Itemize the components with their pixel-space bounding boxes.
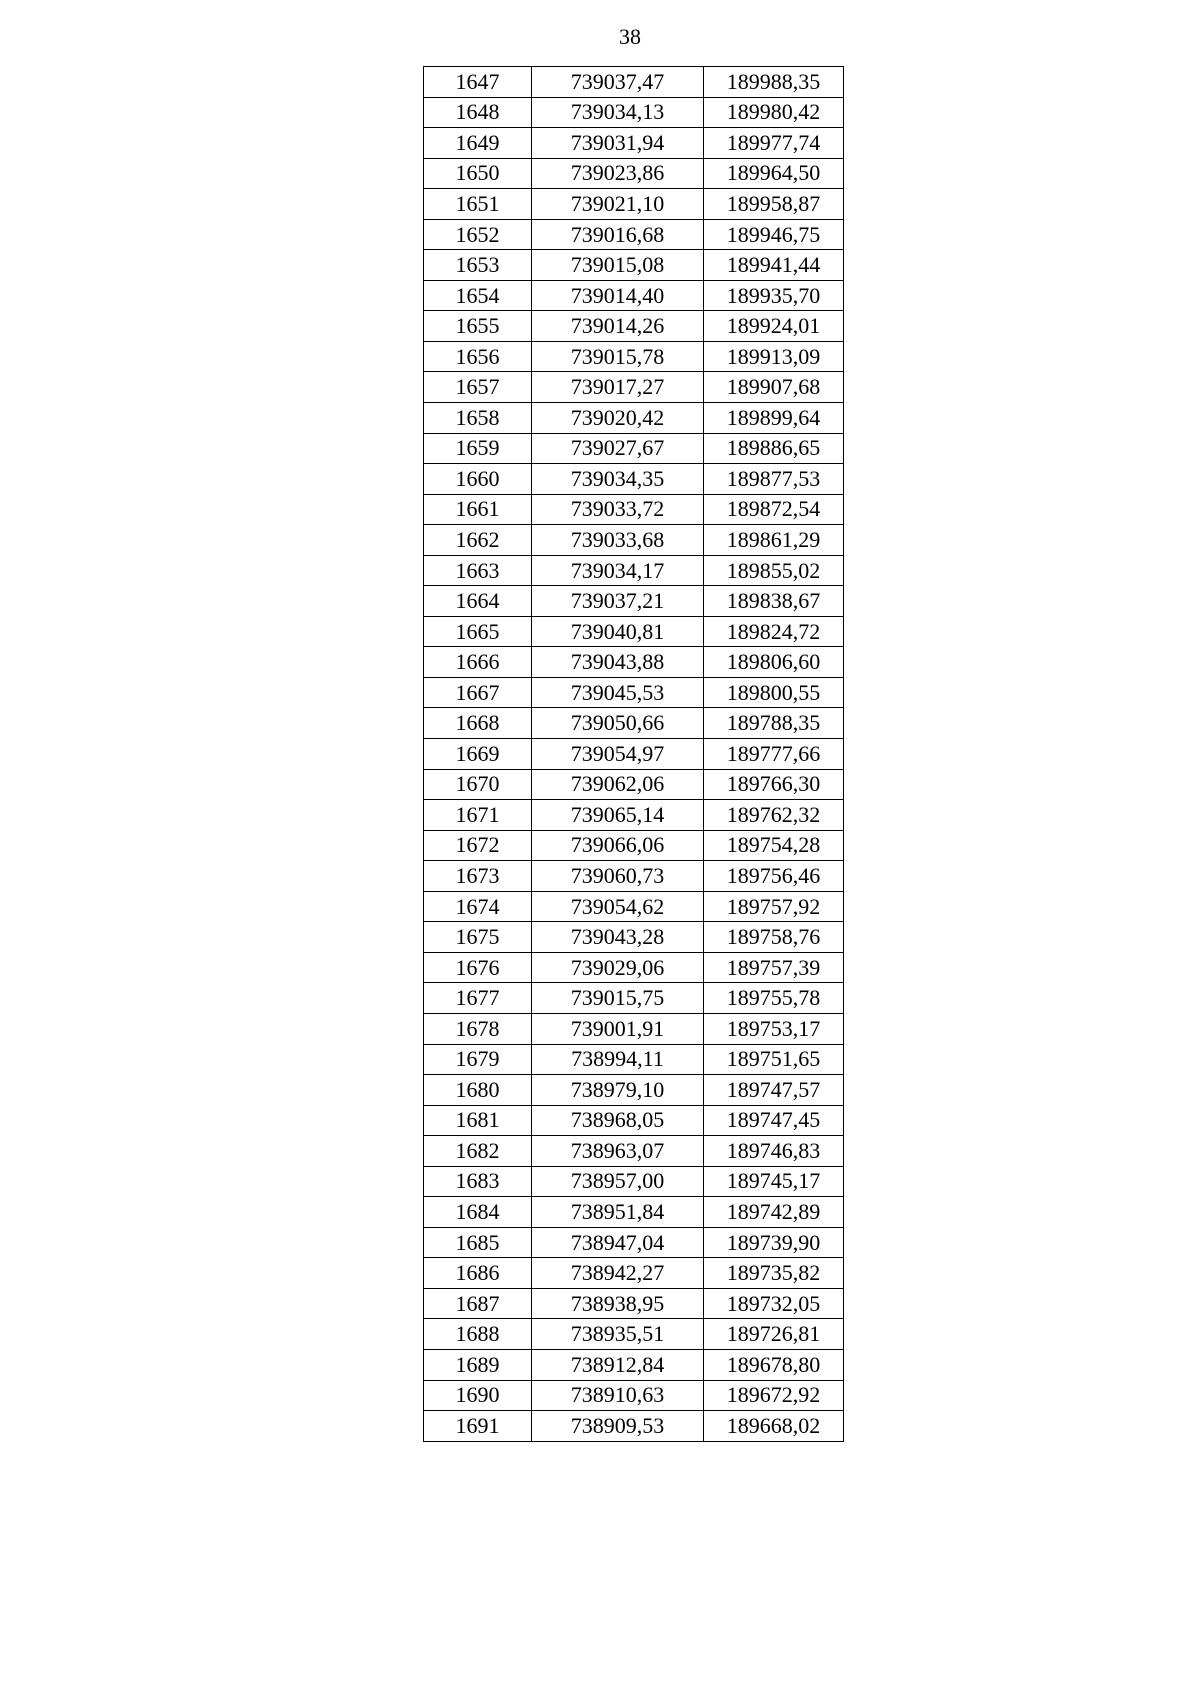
table-row	[424, 1349, 844, 1380]
y-coordinate-cell: 189935,70	[704, 280, 844, 311]
table-row	[424, 97, 844, 128]
table-row	[424, 983, 844, 1014]
x-coordinate-cell: 738909,53	[532, 1411, 704, 1442]
table-row	[424, 555, 844, 586]
y-coordinate-cell: 189886,65	[704, 433, 844, 464]
y-coordinate-cell: 189747,45	[704, 1105, 844, 1136]
point-number-cell: 1650	[424, 158, 532, 189]
table-row	[424, 525, 844, 556]
y-coordinate-cell: 189806,60	[704, 647, 844, 678]
x-coordinate-cell: 738968,05	[532, 1105, 704, 1136]
y-coordinate-cell: 189800,55	[704, 677, 844, 708]
x-coordinate-cell: 739015,08	[532, 250, 704, 281]
y-coordinate-cell: 189735,82	[704, 1258, 844, 1289]
table-row	[424, 891, 844, 922]
y-coordinate-cell: 189747,57	[704, 1075, 844, 1106]
point-number-cell: 1681	[424, 1105, 532, 1136]
y-coordinate-cell: 189877,53	[704, 464, 844, 495]
y-coordinate-cell: 189924,01	[704, 311, 844, 342]
table-row	[424, 1136, 844, 1167]
x-coordinate-cell: 739065,14	[532, 800, 704, 831]
y-coordinate-cell: 189913,09	[704, 341, 844, 372]
point-number-cell: 1659	[424, 433, 532, 464]
y-coordinate-cell: 189777,66	[704, 739, 844, 770]
y-coordinate-cell: 189732,05	[704, 1288, 844, 1319]
point-number-cell: 1664	[424, 586, 532, 617]
table-row	[424, 1411, 844, 1442]
table-row	[424, 1105, 844, 1136]
table-row	[424, 1075, 844, 1106]
point-number-cell: 1685	[424, 1227, 532, 1258]
x-coordinate-cell: 739034,13	[532, 97, 704, 128]
point-number-cell: 1677	[424, 983, 532, 1014]
y-coordinate-cell: 189757,39	[704, 952, 844, 983]
point-number-cell: 1691	[424, 1411, 532, 1442]
point-number-cell: 1669	[424, 739, 532, 770]
point-number-cell: 1687	[424, 1288, 532, 1319]
point-number-cell: 1654	[424, 280, 532, 311]
table-row	[424, 280, 844, 311]
x-coordinate-cell: 739015,75	[532, 983, 704, 1014]
point-number-cell: 1665	[424, 616, 532, 647]
x-coordinate-cell: 739045,53	[532, 677, 704, 708]
x-coordinate-cell: 739014,40	[532, 280, 704, 311]
x-coordinate-cell: 739015,78	[532, 341, 704, 372]
y-coordinate-cell: 189855,02	[704, 555, 844, 586]
point-number-cell: 1688	[424, 1319, 532, 1350]
point-number-cell: 1682	[424, 1136, 532, 1167]
table-row	[424, 708, 844, 739]
table-row	[424, 189, 844, 220]
y-coordinate-cell: 189754,28	[704, 830, 844, 861]
x-coordinate-cell: 739054,97	[532, 739, 704, 770]
x-coordinate-cell: 739033,68	[532, 525, 704, 556]
x-coordinate-cell: 738942,27	[532, 1258, 704, 1289]
y-coordinate-cell: 189977,74	[704, 128, 844, 159]
table-row	[424, 922, 844, 953]
table-row	[424, 1166, 844, 1197]
x-coordinate-cell: 739020,42	[532, 403, 704, 434]
table-row	[424, 433, 844, 464]
y-coordinate-cell: 189907,68	[704, 372, 844, 403]
x-coordinate-cell: 739034,35	[532, 464, 704, 495]
point-number-cell: 1652	[424, 219, 532, 250]
y-coordinate-cell: 189980,42	[704, 97, 844, 128]
table-row	[424, 1288, 844, 1319]
x-coordinate-cell: 738963,07	[532, 1136, 704, 1167]
x-coordinate-cell: 739001,91	[532, 1013, 704, 1044]
x-coordinate-cell: 739029,06	[532, 952, 704, 983]
x-coordinate-cell: 739066,06	[532, 830, 704, 861]
point-number-cell: 1668	[424, 708, 532, 739]
point-number-cell: 1667	[424, 677, 532, 708]
table-row	[424, 372, 844, 403]
table-row	[424, 739, 844, 770]
table-row	[424, 1044, 844, 1075]
table-row	[424, 67, 844, 98]
table-row	[424, 952, 844, 983]
x-coordinate-cell: 739062,06	[532, 769, 704, 800]
y-coordinate-cell: 189668,02	[704, 1411, 844, 1442]
table-row	[424, 403, 844, 434]
point-number-cell: 1683	[424, 1166, 532, 1197]
x-coordinate-cell: 739027,67	[532, 433, 704, 464]
point-number-cell: 1674	[424, 891, 532, 922]
y-coordinate-cell: 189988,35	[704, 67, 844, 98]
point-number-cell: 1660	[424, 464, 532, 495]
x-coordinate-cell: 738951,84	[532, 1197, 704, 1228]
x-coordinate-cell: 739033,72	[532, 494, 704, 525]
x-coordinate-cell: 738935,51	[532, 1319, 704, 1350]
table-row	[424, 677, 844, 708]
point-number-cell: 1689	[424, 1349, 532, 1380]
x-coordinate-cell: 739037,47	[532, 67, 704, 98]
y-coordinate-cell: 189739,90	[704, 1227, 844, 1258]
point-number-cell: 1675	[424, 922, 532, 953]
point-number-cell: 1690	[424, 1380, 532, 1411]
x-coordinate-cell: 739054,62	[532, 891, 704, 922]
y-coordinate-cell: 189678,80	[704, 1349, 844, 1380]
y-coordinate-cell: 189726,81	[704, 1319, 844, 1350]
point-number-cell: 1649	[424, 128, 532, 159]
table-row	[424, 311, 844, 342]
x-coordinate-cell: 738910,63	[532, 1380, 704, 1411]
point-number-cell: 1686	[424, 1258, 532, 1289]
point-number-cell: 1661	[424, 494, 532, 525]
y-coordinate-cell: 189762,32	[704, 800, 844, 831]
table-row	[424, 128, 844, 159]
y-coordinate-cell: 189746,83	[704, 1136, 844, 1167]
table-row	[424, 586, 844, 617]
y-coordinate-cell: 189753,17	[704, 1013, 844, 1044]
y-coordinate-cell: 189745,17	[704, 1166, 844, 1197]
table-row	[424, 861, 844, 892]
x-coordinate-cell: 739017,27	[532, 372, 704, 403]
y-coordinate-cell: 189758,76	[704, 922, 844, 953]
table-row	[424, 616, 844, 647]
point-number-cell: 1648	[424, 97, 532, 128]
point-number-cell: 1658	[424, 403, 532, 434]
y-coordinate-cell: 189672,92	[704, 1380, 844, 1411]
point-number-cell: 1656	[424, 341, 532, 372]
point-number-cell: 1684	[424, 1197, 532, 1228]
table-row	[424, 250, 844, 281]
point-number-cell: 1653	[424, 250, 532, 281]
y-coordinate-cell: 189755,78	[704, 983, 844, 1014]
coordinates-table-body	[424, 67, 844, 1442]
x-coordinate-cell: 739060,73	[532, 861, 704, 892]
point-number-cell: 1673	[424, 861, 532, 892]
point-number-cell: 1672	[424, 830, 532, 861]
x-coordinate-cell: 738994,11	[532, 1044, 704, 1075]
page-number: 38	[619, 24, 641, 49]
x-coordinate-cell: 738912,84	[532, 1349, 704, 1380]
point-number-cell: 1670	[424, 769, 532, 800]
y-coordinate-cell: 189824,72	[704, 616, 844, 647]
point-number-cell: 1663	[424, 555, 532, 586]
x-coordinate-cell: 739040,81	[532, 616, 704, 647]
y-coordinate-cell: 189838,67	[704, 586, 844, 617]
table-row	[424, 494, 844, 525]
point-number-cell: 1655	[424, 311, 532, 342]
y-coordinate-cell: 189964,50	[704, 158, 844, 189]
y-coordinate-cell: 189756,46	[704, 861, 844, 892]
x-coordinate-cell: 738947,04	[532, 1227, 704, 1258]
y-coordinate-cell: 189899,64	[704, 403, 844, 434]
x-coordinate-cell: 738957,00	[532, 1166, 704, 1197]
x-coordinate-cell: 739031,94	[532, 128, 704, 159]
x-coordinate-cell: 738938,95	[532, 1288, 704, 1319]
x-coordinate-cell: 739034,17	[532, 555, 704, 586]
point-number-cell: 1676	[424, 952, 532, 983]
x-coordinate-cell: 739037,21	[532, 586, 704, 617]
point-number-cell: 1662	[424, 525, 532, 556]
x-coordinate-cell: 739050,66	[532, 708, 704, 739]
y-coordinate-cell: 189958,87	[704, 189, 844, 220]
table-row	[424, 1227, 844, 1258]
point-number-cell: 1680	[424, 1075, 532, 1106]
point-number-cell: 1678	[424, 1013, 532, 1044]
x-coordinate-cell: 739043,28	[532, 922, 704, 953]
y-coordinate-cell: 189946,75	[704, 219, 844, 250]
table-row	[424, 158, 844, 189]
y-coordinate-cell: 189941,44	[704, 250, 844, 281]
y-coordinate-cell: 189751,65	[704, 1044, 844, 1075]
table-row	[424, 219, 844, 250]
point-number-cell: 1651	[424, 189, 532, 220]
point-number-cell: 1657	[424, 372, 532, 403]
x-coordinate-cell: 738979,10	[532, 1075, 704, 1106]
table-row	[424, 341, 844, 372]
point-number-cell: 1671	[424, 800, 532, 831]
y-coordinate-cell: 189788,35	[704, 708, 844, 739]
x-coordinate-cell: 739016,68	[532, 219, 704, 250]
table-row	[424, 464, 844, 495]
x-coordinate-cell: 739014,26	[532, 311, 704, 342]
table-row	[424, 830, 844, 861]
point-number-cell: 1679	[424, 1044, 532, 1075]
table-row	[424, 1258, 844, 1289]
y-coordinate-cell: 189757,92	[704, 891, 844, 922]
table-row	[424, 1013, 844, 1044]
y-coordinate-cell: 189766,30	[704, 769, 844, 800]
point-number-cell: 1666	[424, 647, 532, 678]
table-row	[424, 1197, 844, 1228]
table-row	[424, 769, 844, 800]
y-coordinate-cell: 189861,29	[704, 525, 844, 556]
point-number-cell: 1647	[424, 67, 532, 98]
table-row	[424, 800, 844, 831]
table-row	[424, 1380, 844, 1411]
y-coordinate-cell: 189742,89	[704, 1197, 844, 1228]
y-coordinate-cell: 189872,54	[704, 494, 844, 525]
coordinates-table	[423, 66, 844, 1442]
x-coordinate-cell: 739021,10	[532, 189, 704, 220]
table-row	[424, 1319, 844, 1350]
x-coordinate-cell: 739023,86	[532, 158, 704, 189]
x-coordinate-cell: 739043,88	[532, 647, 704, 678]
table-row	[424, 647, 844, 678]
